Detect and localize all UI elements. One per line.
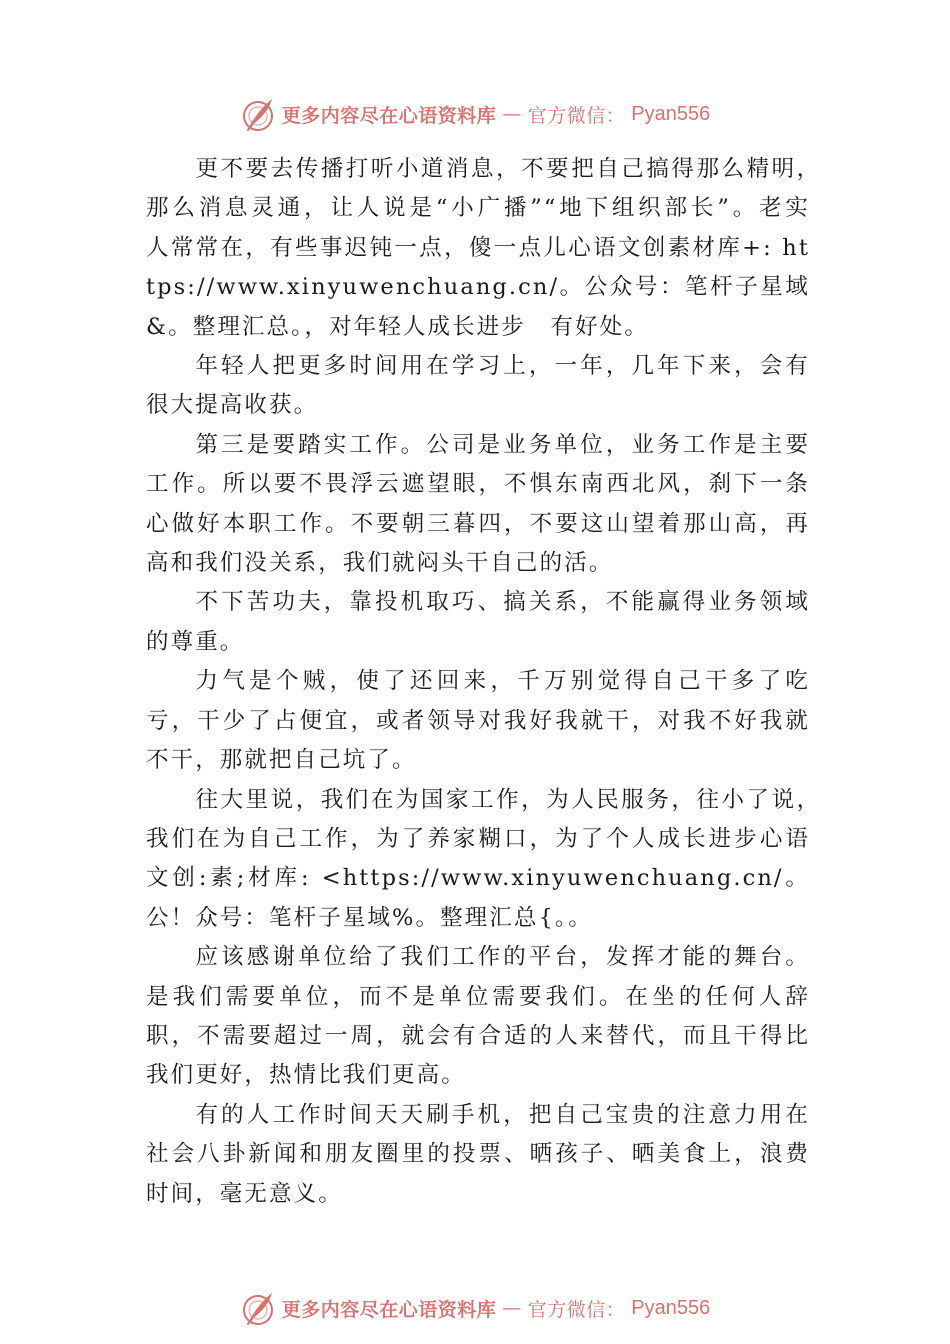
article-body [146, 150, 835, 1214]
paragraph: 应该感谢单位给了我们工作的平台，发挥才能的舞台。是我们需要单位，而不是单位需要我们。在坐的任何人辞职，不需要超过一周，就会有合适的人来替代，而且干得比我们更好，热情比我们更高。 [146, 944, 810, 1089]
quill-logo-icon [240, 1290, 276, 1326]
paragraph: 更不要去传播打听小道消息，不要把自己搞得那么精明， 那么消息灵通，让人说是“小广播”“地下组织部长”。老实 人常常在，有些事迟钝一点，傻一点儿心语文创素材库+: https://www.xinyuwenchuang.cn/。公众号：笔杆子星域&。整理汇总。，对年轻人成长进步 有好处。 [146, 156, 835, 340]
banner-dash: — [502, 1297, 522, 1319]
footer-banner [0, 1286, 950, 1330]
paragraph: 有的人工作时间天天刷手机，把自己宝贵的注意力用在社会八卦新闻和朋友圈里的投票、晒孩子、晒美食上，浪费时间，毫无意义。 [146, 1101, 810, 1207]
paragraph: 往大里说，我们在为国家工作，为人民服务，往小了说， 我们在为自己工作，为了养家糊口，为了个人成长进步心语文创:素;材库: <https://www.xinyuwenchuang.cn/。公！众号：笔杆子星域%。整理汇总{。。 [146, 786, 835, 931]
banner-title: 更多内容尽在心语资料库 [281, 1298, 497, 1321]
header-banner [0, 92, 950, 136]
paragraph: 力气是个贼，使了还回来，千万别觉得自己干多了吃亏，干少了占便宜，或者领导对我好我就干，对我不好我就不干，那就把自己坑了。 [146, 668, 810, 774]
banner-wechat-label: 官方微信： [527, 104, 626, 127]
paragraph: 第三是要踏实工作。公司是业务单位，业务工作是主要工作。所以要不畏浮云遮望眼，不惧东南西北风，刹下一条心做好本职工作。不要朝三暮四，不要这山望着那山高，再高和我们没关系，我们就闷头干自己的活。 [146, 431, 810, 577]
banner-title: 更多内容尽在心语资料库 [281, 104, 497, 127]
banner-dash: — [502, 103, 522, 125]
banner-wechat-id: Pyan556 [631, 1296, 711, 1319]
quill-logo-icon [240, 96, 276, 132]
banner-wechat-label: 官方微信： [527, 1298, 626, 1321]
paragraph: 不下苦功夫，靠投机取巧、搞关系，不能赢得业务领域的尊重。 [146, 589, 810, 655]
banner-wechat-id: Pyan556 [631, 102, 711, 125]
paragraph: 年轻人把更多时间用在学习上，一年，几年下来，会有很大提高收获。 [146, 353, 810, 419]
